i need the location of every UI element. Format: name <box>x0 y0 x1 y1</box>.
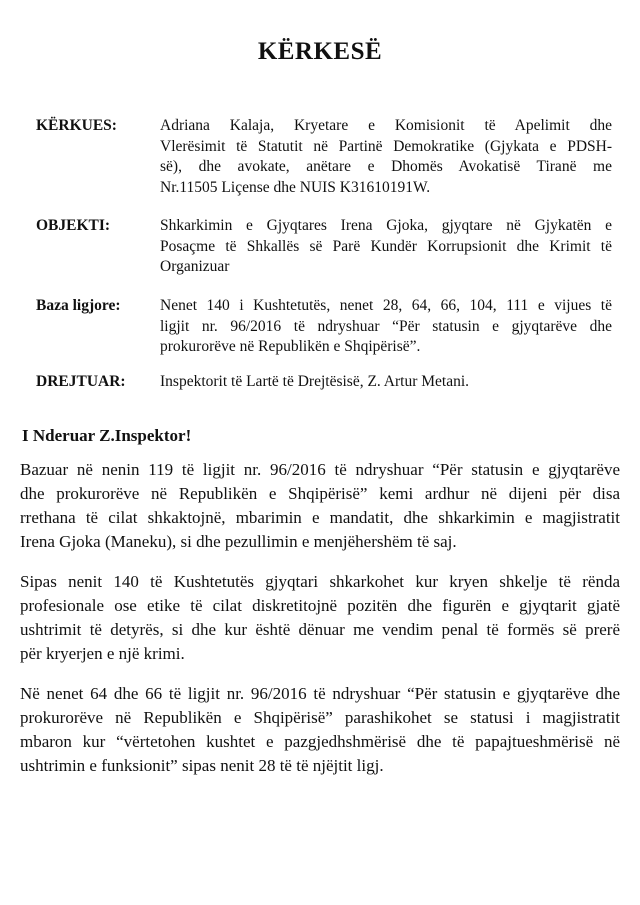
text-line: Organizuar <box>160 258 230 275</box>
body-paragraph <box>20 570 620 666</box>
field-value-objekti <box>160 216 612 278</box>
text-line: rrethana të cilat shkaktojnë, mbarimin e mandatit, dhe shkarkimin e magjistratit <box>20 508 620 527</box>
field-value-baza-ligjore <box>160 296 612 358</box>
salutation: I Nderuar Z.Inspektor! <box>22 426 192 445</box>
text-line: ushtrimin e funksionit” sipas nenit 28 të të njëjtit ligj. <box>20 756 384 775</box>
field-label-drejtuar: DREJTUAR: <box>36 373 126 390</box>
text-line: Nr.11505 Liçense dhe NUIS K31610191W. <box>160 178 431 196</box>
text-line: për kryerjen e një krimi. <box>20 644 185 663</box>
text-line: Adriana Kalaja, Kryetare e Komisionit të Apelimit dhe <box>160 117 612 134</box>
document-title: KËRKESË <box>257 38 383 65</box>
field-label-baza-ligjore: Baza ligjore: <box>36 297 121 314</box>
text-line: Irena Gjoka (Maneku), si dhe pezullimin e menjëhershëm të saj. <box>20 532 457 551</box>
body-paragraph <box>20 458 620 554</box>
field-label-kerkues: KËRKUES: <box>36 117 117 134</box>
body-paragraph <box>20 682 620 778</box>
text-line: ushtrimit të detyrës, si dhe kur është dënuar me vendim penal të formës së prerë <box>20 620 620 639</box>
text-line: së), dhe avokate, anëtare e Dhomës Avokatisë Tiranë me <box>160 158 612 175</box>
text-line: Vlerësimit të Statutit në Partinë Demokratike (Gjykata e PDSH- <box>160 137 612 155</box>
text-line: ligjit nr. 96/2016 të ndryshuar “Për statusin e gjyqtarëve dhe <box>160 317 612 335</box>
text-line: prokurorëve në Republikën e Shqipërisë” parashikohet se statusi i magjistratit <box>20 708 620 727</box>
field-value-kerkues <box>160 116 612 198</box>
field-label-objekti: OBJEKTI: <box>36 217 111 234</box>
text-line: dhe prokurorëve në Republikën e Shqipërisë” kemi ardhur në dijeni për disa <box>20 484 620 503</box>
text-line: Inspektorit të Lartë të Drejtësisë, Z. Artur Metani. <box>160 373 470 390</box>
text-line: profesionale ose etike të cilat diskretitojnë pozitën dhe figurën e gjyqtarit gjatë <box>20 596 620 615</box>
text-line: Bazuar në nenin 119 të ligjit nr. 96/2016 të ndryshuar “Për statusin e gjyqtarëve <box>20 460 620 479</box>
text-line: Sipas nenit 140 të Kushtetutës gjyqtari shkarkohet kur kryen shkelje të rënda <box>20 572 620 591</box>
text-line: mbaron kur “vërtetohen kushtet e pazgjedhshmërisë dhe të papajtueshmërisë në <box>20 732 620 751</box>
field-value-drejtuar <box>160 372 612 393</box>
text-line: Shkarkimin e Gjyqtares Irena Gjoka, gjyqtare në Gjykatën e <box>160 217 612 234</box>
text-line: Në nenet 64 dhe 66 të ligjit nr. 96/2016 të ndryshuar “Për statusin e gjyqtarëve dhe <box>20 684 620 703</box>
text-line: prokurorëve në Republikën e Shqipërisë”. <box>160 338 421 355</box>
text-line: Nenet 140 i Kushtetutës, nenet 28, 64, 66, 104, 111 e vijues të <box>160 297 612 314</box>
text-line: Posaçme të Shkallës së Parë Kundër Korrupsionit dhe Krimit të <box>160 237 612 255</box>
